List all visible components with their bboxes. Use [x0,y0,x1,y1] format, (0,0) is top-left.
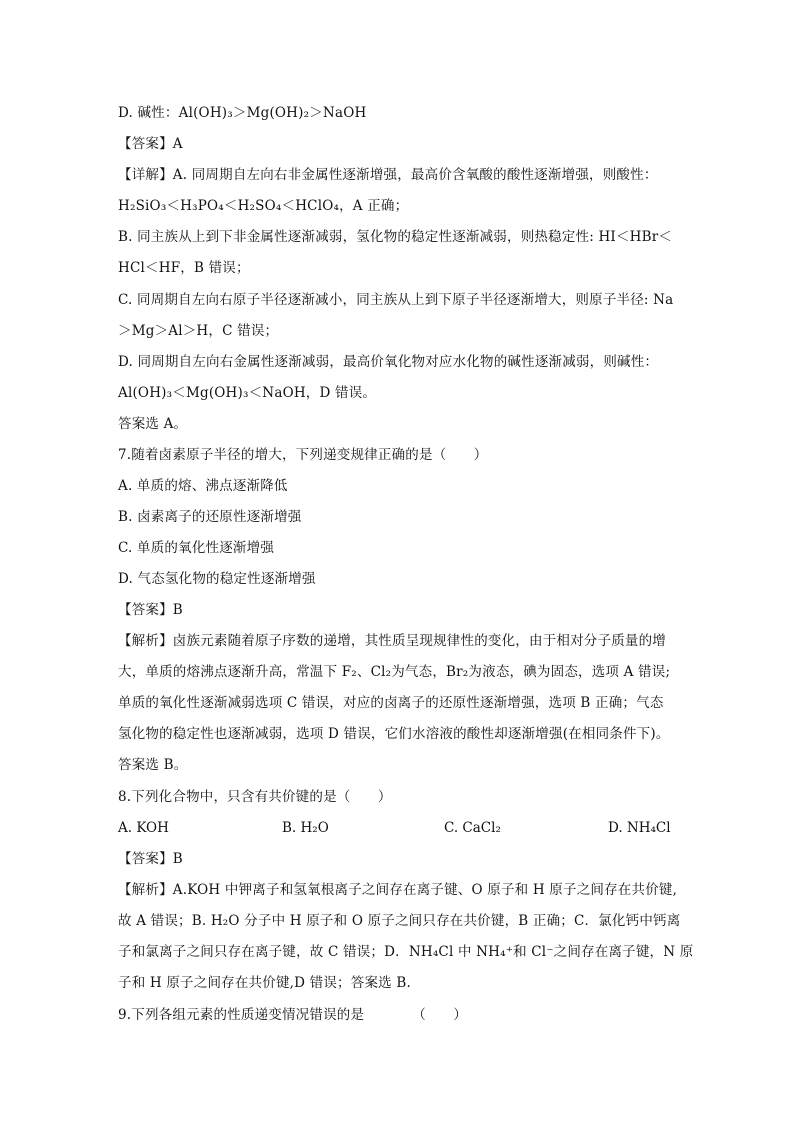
option-d: D. 气态氢化物的稳定性逐渐增强 [118,571,316,587]
text-line: 【答案】A [118,136,183,152]
text-line: 【详解】A. 同周期自左向右非金属性逐渐增强，最高价含氧酸的酸性逐渐增强，则酸性： [118,167,658,183]
text-line: D. 碱性：Al(OH)₃＞Mg(OH)₂＞NaOH [118,105,367,121]
option-b: B. H₂O [282,820,329,836]
text-line: C. 同周期自左向右原子半径逐渐减小，同主族从上到下原子半径逐渐增大，则原子半径: Na [118,292,674,308]
text-line: HCl＜HF，B 错误； [118,260,250,276]
text-line: 答案选 B。 [118,757,188,773]
text-line: D. 同周期自左向右金属性逐渐减弱，最高价氧化物对应水化物的碱性逐渐减弱，则碱性： [118,354,659,370]
text-line: 答案选 A。 [118,416,188,432]
answer-label: 【答案】B [118,851,183,867]
option-b: B. 卤素离子的还原性逐渐增强 [118,509,302,525]
question-9: 9.下列各组元素的性质递变情况错误的是 （ ） [118,1007,468,1023]
question-7: 7.随着卤素原子半径的增大，下列递变规律正确的是（ ） [118,447,488,463]
text-line: 子和 H 原子之间存在共价键,D 错误；答案选 B. [118,975,411,991]
option-a: A. 单质的熔、沸点逐渐降低 [118,478,288,494]
text-line: 氢化物的稳定性也逐渐减弱，选项 D 错误，它们水溶液的酸性却逐渐增强(在相同条件下)。 [118,726,670,742]
option-c: C. CaCl₂ [444,820,501,836]
text-line: 【解析】卤族元素随着原子序数的递增，其性质呈现规律性的变化，由于相对分子质量的增 [118,633,666,649]
text-line: Al(OH)₃＜Mg(OH)₃＜NaOH，D 错误。 [118,385,377,401]
text-line: B. 同主族从上到下非金属性逐渐减弱，氢化物的稳定性逐渐减弱，则热稳定性: HI＜HBr＜ [118,229,673,245]
text-line: ＞Mg＞Al＞H，C 错误； [118,323,279,339]
text-line: 子和氯离子之间只存在离子键，故 C 错误；D．NH₄Cl 中 NH₄⁺和 Cl⁻之间存在离子键，N 原 [118,944,694,960]
text-line: 故 A 错误；B. H₂O 分子中 H 原子和 O 原子之间只存在共价键，B 正确；C．氯化钙中钙离 [118,913,681,929]
option-d: D. NH₄Cl [608,820,671,836]
text-line: 【解析】A.KOH 中钾离子和氢氧根离子之间存在离子键、O 原子和 H 原子之间存在共价键, [118,882,678,898]
text-line: H₂SiO₃＜H₃PO₄＜H₂SO₄＜HClO₄，A 正确； [118,198,409,214]
text-line: 大，单质的熔沸点逐渐升高，常温下 F₂、Cl₂为气态，Br₂为液态，碘为固态，选项 A 错误; [118,664,671,680]
answer-label: 【答案】B [118,602,183,618]
question-8: 8.下列化合物中，只含有共价键的是（ ） [118,789,392,805]
option-a: A. KOH [118,820,169,836]
option-c: C. 单质的氧化性逐渐增强 [118,540,275,556]
text-line: 单质的氧化性逐渐减弱选项 C 错误，对应的卤离子的还原性逐渐增强，选项 B 正确；气态 [118,695,664,711]
